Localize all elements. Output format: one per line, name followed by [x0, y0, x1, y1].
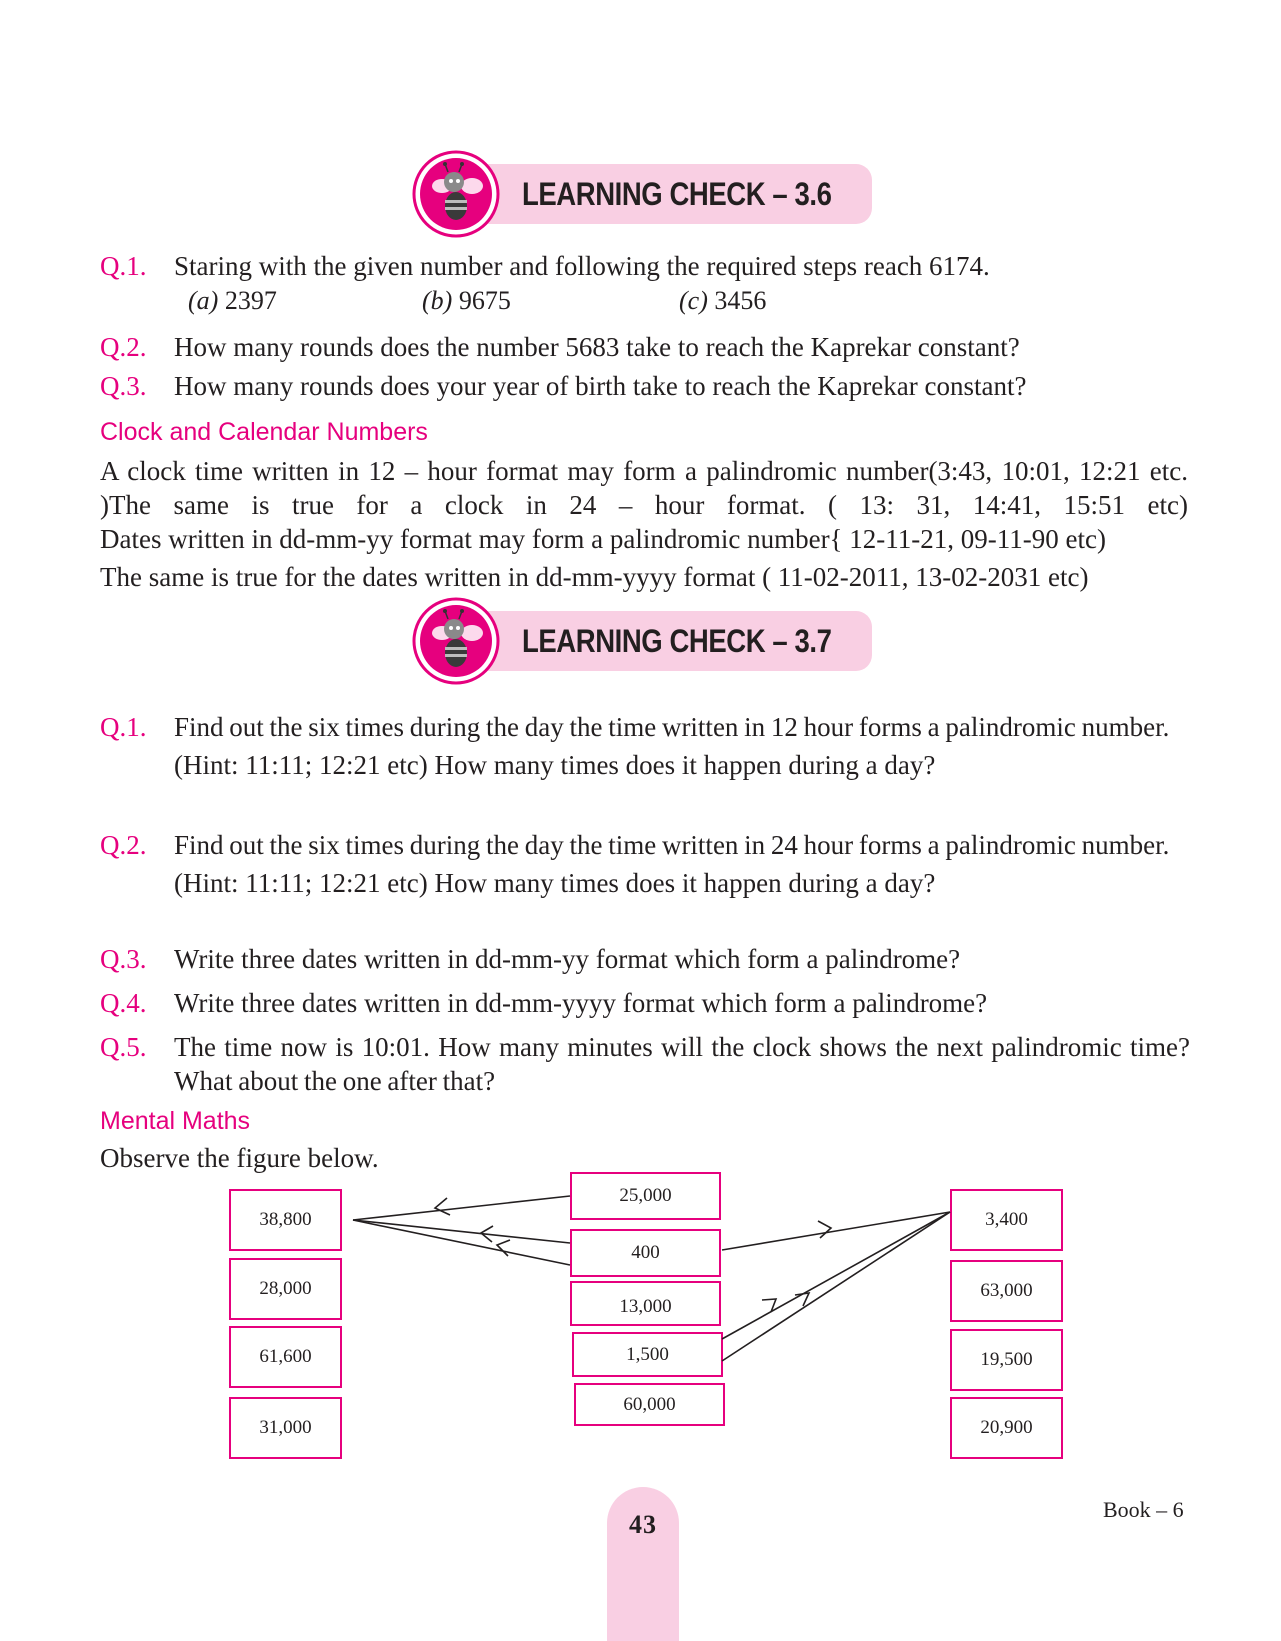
- right-box-3: 19,500: [950, 1329, 1063, 1391]
- question-text: Find out the six times during the day the time written in 12 hour forms a palindromic number.: [174, 712, 1170, 742]
- question-hint: (Hint: 11:11; 12:21 etc) How many times does it happen during a day?: [174, 868, 936, 898]
- bee-mascot-icon: [412, 597, 500, 685]
- option-c: [679, 284, 766, 318]
- arrow-head-icon: [497, 1240, 510, 1256]
- question-number: Q.1.: [100, 712, 147, 742]
- option-label: (b): [422, 286, 453, 315]
- left-box-1: 38,800: [229, 1189, 342, 1251]
- question-hint: (Hint: 11:11; 12:21 etc) How many times does it happen during a day?: [174, 750, 936, 780]
- dates-ddmmyyyy-line: The same is true for the dates written in dd-mm-yyyy format ( 11-02-2011, 13-02-2031 etc): [100, 562, 1089, 592]
- question-text: How many rounds does the number 5683 take to reach the Kaprekar constant?: [174, 332, 1020, 362]
- banner-title: LEARNING CHECK – 3.7: [522, 623, 832, 659]
- option-value: 3456: [714, 286, 767, 315]
- lc37-question-5: [100, 1030, 1190, 1098]
- question-text: The time now is 10:01. How many minutes will the clock shows the next palindromic time? What about the one after that?: [174, 1032, 1190, 1096]
- option-value: 9675: [458, 286, 511, 315]
- arrow-head-icon: [795, 1293, 809, 1306]
- connector-line: [353, 1220, 570, 1243]
- middle-box-1: 25,000: [570, 1172, 721, 1220]
- learning-check-3-6-banner: [412, 150, 872, 240]
- middle-box-2: 400: [570, 1229, 721, 1277]
- learning-check-3-7-banner: [412, 597, 872, 687]
- book-label: Book – 6: [1103, 1497, 1184, 1522]
- connector-line: [353, 1220, 570, 1265]
- question-text: How many rounds does your year of birth take to reach the Kaprekar constant?: [174, 371, 1027, 401]
- lc37-question-1: [100, 710, 1190, 782]
- lc36-question-2: [100, 330, 1190, 364]
- left-box-4: 31,000: [229, 1397, 342, 1459]
- right-box-4: 20,900: [950, 1397, 1063, 1459]
- option-value: 2397: [224, 286, 277, 315]
- left-box-3: 61,600: [229, 1326, 342, 1388]
- question-number: Q.2.: [100, 332, 147, 362]
- arrow-head-icon: [762, 1299, 776, 1312]
- banner-title: LEARNING CHECK – 3.6: [522, 176, 832, 212]
- section-heading-clock-calendar: Clock and Calendar Numbers: [100, 418, 428, 446]
- middle-box-5: 60,000: [574, 1383, 725, 1426]
- middle-box-3: 13,000: [570, 1281, 721, 1326]
- question-number: Q.2.: [100, 830, 147, 860]
- lc37-question-4: [100, 986, 1190, 1020]
- figure-intro: Observe the figure below.: [100, 1143, 379, 1173]
- question-number: Q.1.: [100, 251, 147, 281]
- question-text: Write three dates written in dd-mm-yy format which form a palindrome?: [174, 944, 961, 974]
- question-text: Staring with the given number and following the required steps reach 6174.: [174, 251, 990, 281]
- arrow-head-icon: [481, 1226, 493, 1242]
- page-number: 43: [629, 1510, 657, 1539]
- question-number: Q.3.: [100, 944, 147, 974]
- question-number: Q.3.: [100, 371, 147, 401]
- option-a: [188, 284, 277, 318]
- connector-line: [353, 1196, 570, 1220]
- lc36-question-1: [100, 249, 1190, 283]
- lc37-question-3: [100, 942, 1190, 976]
- middle-box-4: 1,500: [572, 1332, 723, 1377]
- left-box-2: 28,000: [229, 1258, 342, 1320]
- dates-ddmmyy-line: Dates written in dd-mm-yy format may form a palindromic number{ 12-11-21, 09-11-90 etc): [100, 524, 1106, 554]
- option-b: [422, 284, 511, 318]
- arrow-head-icon: [818, 1221, 831, 1238]
- question-text: Find out the six times during the day the time written in 24 hour forms a palindromic number.: [174, 830, 1170, 860]
- question-text: Write three dates written in dd-mm-yyyy format which form a palindrome?: [174, 988, 988, 1018]
- connector-line: [722, 1212, 950, 1250]
- lc37-question-2: [100, 828, 1190, 900]
- right-box-1: 3,400: [950, 1189, 1063, 1251]
- lc36-question-3: [100, 369, 1190, 403]
- option-label: (c): [679, 286, 708, 315]
- section-heading-mental-maths: Mental Maths: [100, 1107, 251, 1135]
- connector-line: [722, 1212, 950, 1361]
- question-number: Q.5.: [100, 1032, 147, 1062]
- bee-mascot-icon: [412, 150, 500, 238]
- arrow-head-icon: [435, 1198, 450, 1215]
- question-number: Q.4.: [100, 988, 147, 1018]
- option-label: (a): [188, 286, 219, 315]
- connector-line: [722, 1212, 950, 1339]
- right-box-2: 63,000: [950, 1260, 1063, 1322]
- clock-paragraph: A clock time written in 12 – hour format may form a palindromic number(3:43, 10:01, 12:21 etc. )The same is true for a clock in 24 – hour format. ( 13: 31, 14:41, 15:51 etc): [100, 456, 1188, 520]
